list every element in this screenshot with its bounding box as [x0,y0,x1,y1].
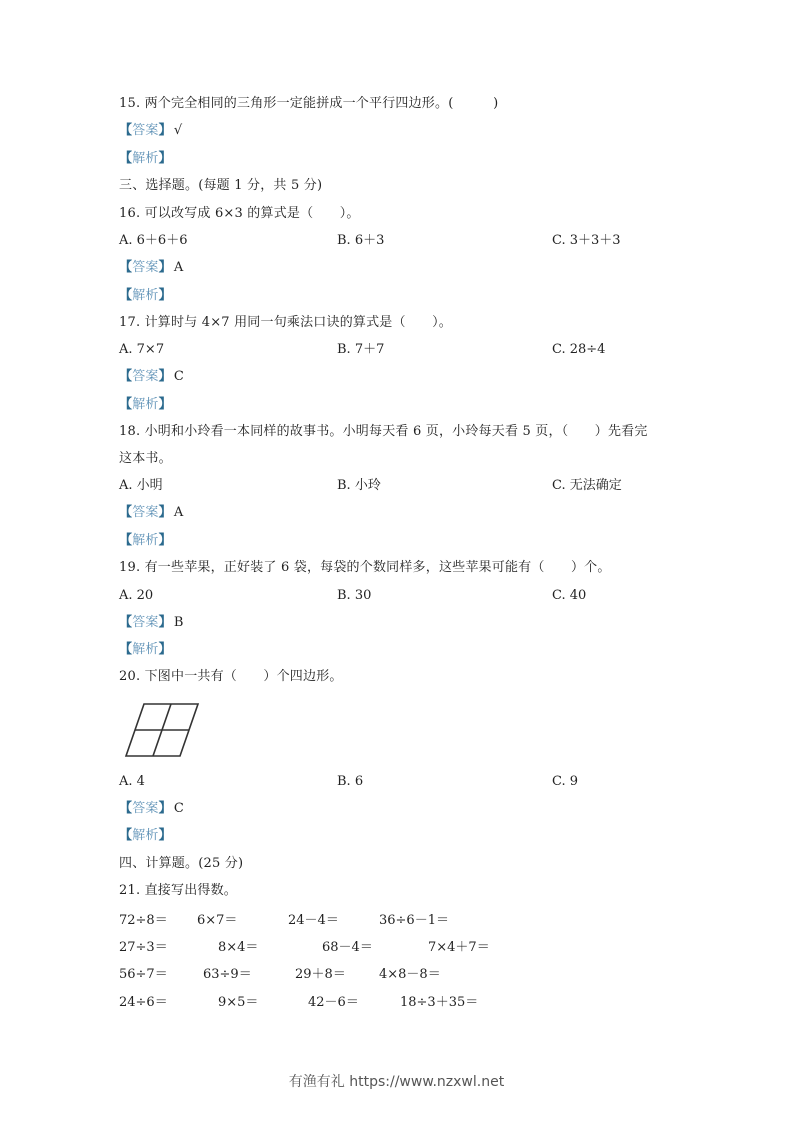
answer-row-18 [119,504,183,522]
option-c: C. 40 [552,588,587,603]
calc-item: 7×4＋7＝ [428,940,490,955]
analysis-row-15 [119,150,172,168]
option-a: A. 6＋6＋6 [119,233,188,248]
calc-item: 36÷6－1＝ [379,913,449,928]
calc-item: 42－6＝ [308,995,359,1010]
question-18-text-line2: 这本书。 [119,451,172,466]
answer-value: C [173,369,184,384]
calc-item: 29＋8＝ [295,967,346,982]
option-c: C. 9 [552,774,579,789]
option-b: B. 6＋3 [337,233,385,248]
calc-item: 6×7＝ [197,913,238,928]
question-15-text: 15. 两个完全相同的三角形一定能拼成一个平行四边形。( ) [119,96,499,111]
bracket-open: 【 [119,828,133,843]
bracket-open: 【 [119,615,133,630]
bracket-open: 【 [119,801,133,816]
bracket-open: 【 [119,505,133,520]
bracket-close: 】 [158,642,172,657]
calc-item: 4×8－8＝ [379,967,441,982]
bracket-close: 】 [158,397,172,412]
analysis-label: 解析 [132,642,159,657]
analysis-row-20 [119,827,172,845]
answer-label: 答案 [132,615,159,630]
bracket-close: 】 [158,533,172,548]
analysis-label: 解析 [132,151,159,166]
bracket-open: 【 [119,642,133,657]
option-c: C. 无法确定 [552,478,622,493]
bracket-open: 【 [119,288,133,303]
option-b: B. 30 [337,588,372,603]
bracket-close: 】 [158,288,172,303]
calc-item: 63÷9＝ [203,967,252,982]
calc-item: 72÷8＝ [119,913,168,928]
option-b: B. 小玲 [337,478,381,493]
calc-item: 27÷3＝ [119,940,168,955]
answer-label: 答案 [132,801,159,816]
analysis-row-17 [119,396,172,414]
question-20-text: 20. 下图中一共有（ ）个四边形。 [119,669,343,684]
option-a: A. 20 [119,588,154,603]
bracket-open: 【 [119,151,133,166]
bracket-open: 【 [119,533,133,548]
answer-label: 答案 [132,369,159,384]
answer-value: √ [173,123,183,138]
question-19-text: 19. 有一些苹果，正好装了 6 袋，每袋的个数同样多，这些苹果可能有（ ）个。 [119,560,611,575]
bracket-close: 】 [158,123,172,138]
calc-item: 56÷7＝ [119,967,168,982]
footer-watermark: 有渔有礼 https://www.nzxwl.net [288,1074,505,1090]
calc-item: 9×5＝ [218,995,259,1010]
option-c: C. 3＋3＋3 [552,233,621,248]
question-16-text: 16. 可以改写成 6×3 的算式是（ ）。 [119,206,360,221]
bracket-open: 【 [119,369,133,384]
bracket-close: 】 [158,801,172,816]
bracket-close: 】 [158,369,172,384]
calc-item: 24÷6＝ [119,995,168,1010]
analysis-row-18 [119,532,172,550]
parallelogram-grid-icon [120,698,210,762]
answer-row-19 [119,614,184,632]
section-4-heading: 四、计算题。(25 分) [119,856,244,871]
section-3-heading: 三、选择题。(每题 1 分，共 5 分) [119,178,323,193]
parallelogram-figure [120,698,210,766]
option-c: C. 28÷4 [552,342,606,357]
option-b: B. 7＋7 [337,342,385,357]
calc-item: 18÷3＋35＝ [400,995,479,1010]
bracket-close: 】 [158,260,172,275]
calc-item: 24－4＝ [288,913,339,928]
bracket-open: 【 [119,260,133,275]
analysis-row-16 [119,287,172,305]
bracket-open: 【 [119,397,133,412]
option-a: A. 4 [119,774,145,789]
answer-value: A [173,505,184,520]
analysis-label: 解析 [132,533,159,548]
answer-value: C [173,801,184,816]
answer-row-15 [119,122,182,140]
bracket-close: 】 [158,828,172,843]
analysis-label: 解析 [132,828,159,843]
question-21-text: 21. 直接写出得数。 [119,883,238,898]
bracket-close: 】 [158,505,172,520]
analysis-label: 解析 [132,288,159,303]
answer-value: A [173,260,184,275]
answer-row-17 [119,368,184,386]
question-18-text-line1: 18. 小明和小玲看一本同样的故事书。小明每天看 6 页，小玲每天看 5 页，（ ）先看完 [119,424,648,439]
analysis-label: 解析 [132,397,159,412]
answer-row-20 [119,800,184,818]
answer-label: 答案 [132,505,159,520]
bracket-close: 】 [158,615,172,630]
option-a: A. 7×7 [119,342,165,357]
calc-item: 8×4＝ [218,940,259,955]
bracket-close: 】 [158,151,172,166]
answer-value: B [173,615,184,630]
analysis-row-19 [119,641,172,659]
option-b: B. 6 [337,774,364,789]
option-a: A. 小明 [119,478,163,493]
bracket-open: 【 [119,123,133,138]
answer-row-16 [119,259,183,277]
answer-label: 答案 [132,260,159,275]
answer-label: 答案 [132,123,159,138]
question-17-text: 17. 计算时与 4×7 用同一句乘法口诀的算式是（ ）。 [119,315,453,330]
calc-item: 68－4＝ [322,940,373,955]
